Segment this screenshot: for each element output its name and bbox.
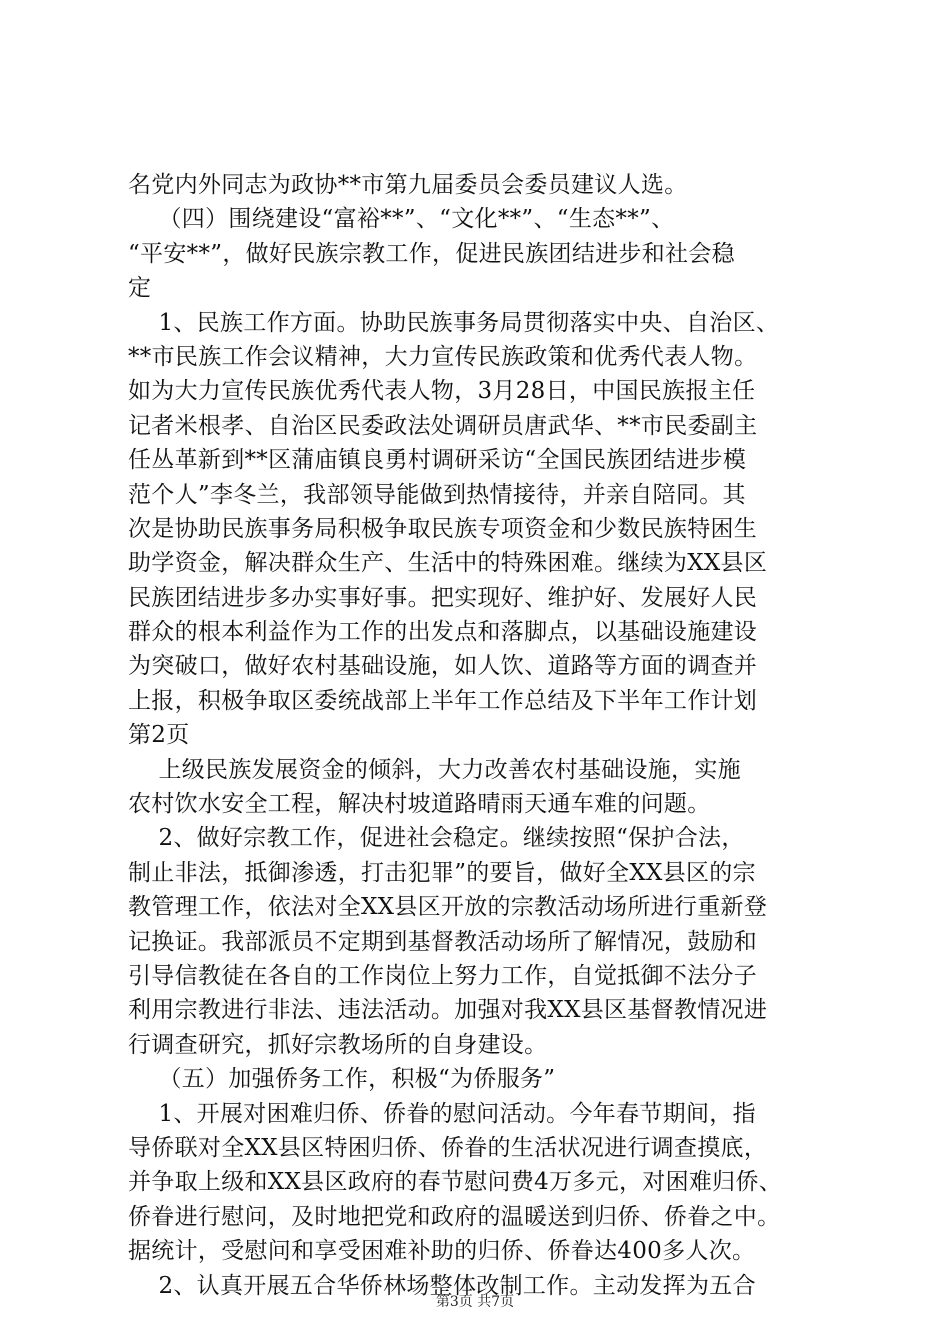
text-line: 定 — [128, 275, 152, 302]
text-line: 1、民族工作方面。协助民族事务局贯彻落实中央、自治区、 — [128, 309, 780, 336]
text-line: 农村饮水安全工程，解决村坡道路晴雨天通车难的问题。 — [128, 791, 711, 818]
text-line: “平安**”，做好民族宗教工作，促进民族团结进步和社会稳 — [128, 240, 735, 267]
text-line: 侨眷进行慰问，及时地把党和政府的温暖送到归侨、侨眷之中。 — [128, 1203, 781, 1230]
text-line: 次是协助民族事务局积极争取民族专项资金和少数民族特困生 — [128, 515, 758, 542]
text-line: 记换证。我部派员不定期到基督教活动场所了解情况，鼓励和 — [128, 928, 758, 955]
text-line: 利用宗教进行非法、违法活动。加强对我XX县区基督教情况进 — [128, 997, 768, 1024]
text-line: 教管理工作，依法对全XX县区开放的宗教活动场所进行重新登 — [128, 894, 768, 921]
text-line: 1、开展对困难归侨、侨眷的慰问活动。今年春节期间，指 — [128, 1100, 756, 1127]
text-line: 据统计，受慰问和享受困难补助的归侨、侨眷达400多人次。 — [128, 1238, 756, 1265]
text-line: 任丛革新到**区蒲庙镇良勇村调研采访“全国民族团结进步模 — [128, 447, 747, 474]
text-line: 为突破口，做好农村基础设施，如人饮、道路等方面的调查并 — [128, 653, 758, 680]
text-line: （四）围绕建设“富裕**”、“文化**”、“生态**”、 — [128, 206, 675, 233]
text-line: 助学资金，解决群众生产、生活中的特殊困难。继续为XX县区 — [128, 550, 768, 577]
text-line: 导侨联对全XX县区特困归侨、侨眷的生活状况进行调查摸底， — [128, 1134, 768, 1161]
text-line: 2、做好宗教工作，促进社会稳定。继续按照“保护合法， — [128, 825, 745, 852]
text-line: **市民族工作会议精神，大力宣传民族政策和优秀代表人物。 — [128, 343, 758, 370]
text-line: 名党内外同志为政协**市第九届委员会委员建议人选。 — [128, 172, 688, 198]
text-line: 引导信教徒在各自的工作岗位上努力工作，自觉抵御不法分子 — [128, 962, 758, 989]
text-line: 如为大力宣传民族优秀代表人物，3月28日，中国民族报主任 — [128, 378, 756, 405]
text-line: 记者米根孝、自治区民委政法处调研员唐武华、**市民委副主 — [128, 412, 758, 439]
text-line: 范个人”李冬兰，我部领导能做到热情接待，并亲自陪同。其 — [128, 481, 746, 508]
text-line: 行调查研究，抓好宗教场所的自身建设。 — [128, 1031, 548, 1058]
text-line: 上报，积极争取区委统战部上半年工作总结及下半年工作计划 — [128, 687, 758, 714]
text-line: 上级民族发展资金的倾斜，大力改善农村基础设施，实施 — [128, 756, 741, 783]
text-line: 群众的根本利益作为工作的出发点和落脚点，以基础设施建设 — [128, 619, 758, 646]
text-line: 第2页 — [128, 722, 190, 749]
text-line: 并争取上级和XX县区政府的春节慰问费4万多元，对困难归侨、 — [128, 1169, 783, 1196]
page-footer: 第3页 共7页 — [435, 1294, 515, 1310]
text-line: 2、认真开展五合华侨林场整体改制工作。主动发挥为五合 — [128, 1272, 756, 1299]
text-line: 民族团结进步多办实事好事。把实现好、维护好、发展好人民 — [128, 584, 758, 611]
text-line: （五）加强侨务工作，积极“为侨服务” — [128, 1066, 556, 1093]
text-line: 制止非法，抵御渗透，打击犯罪”的要旨，做好全XX县区的宗 — [128, 859, 756, 886]
document-body — [128, 168, 830, 1303]
